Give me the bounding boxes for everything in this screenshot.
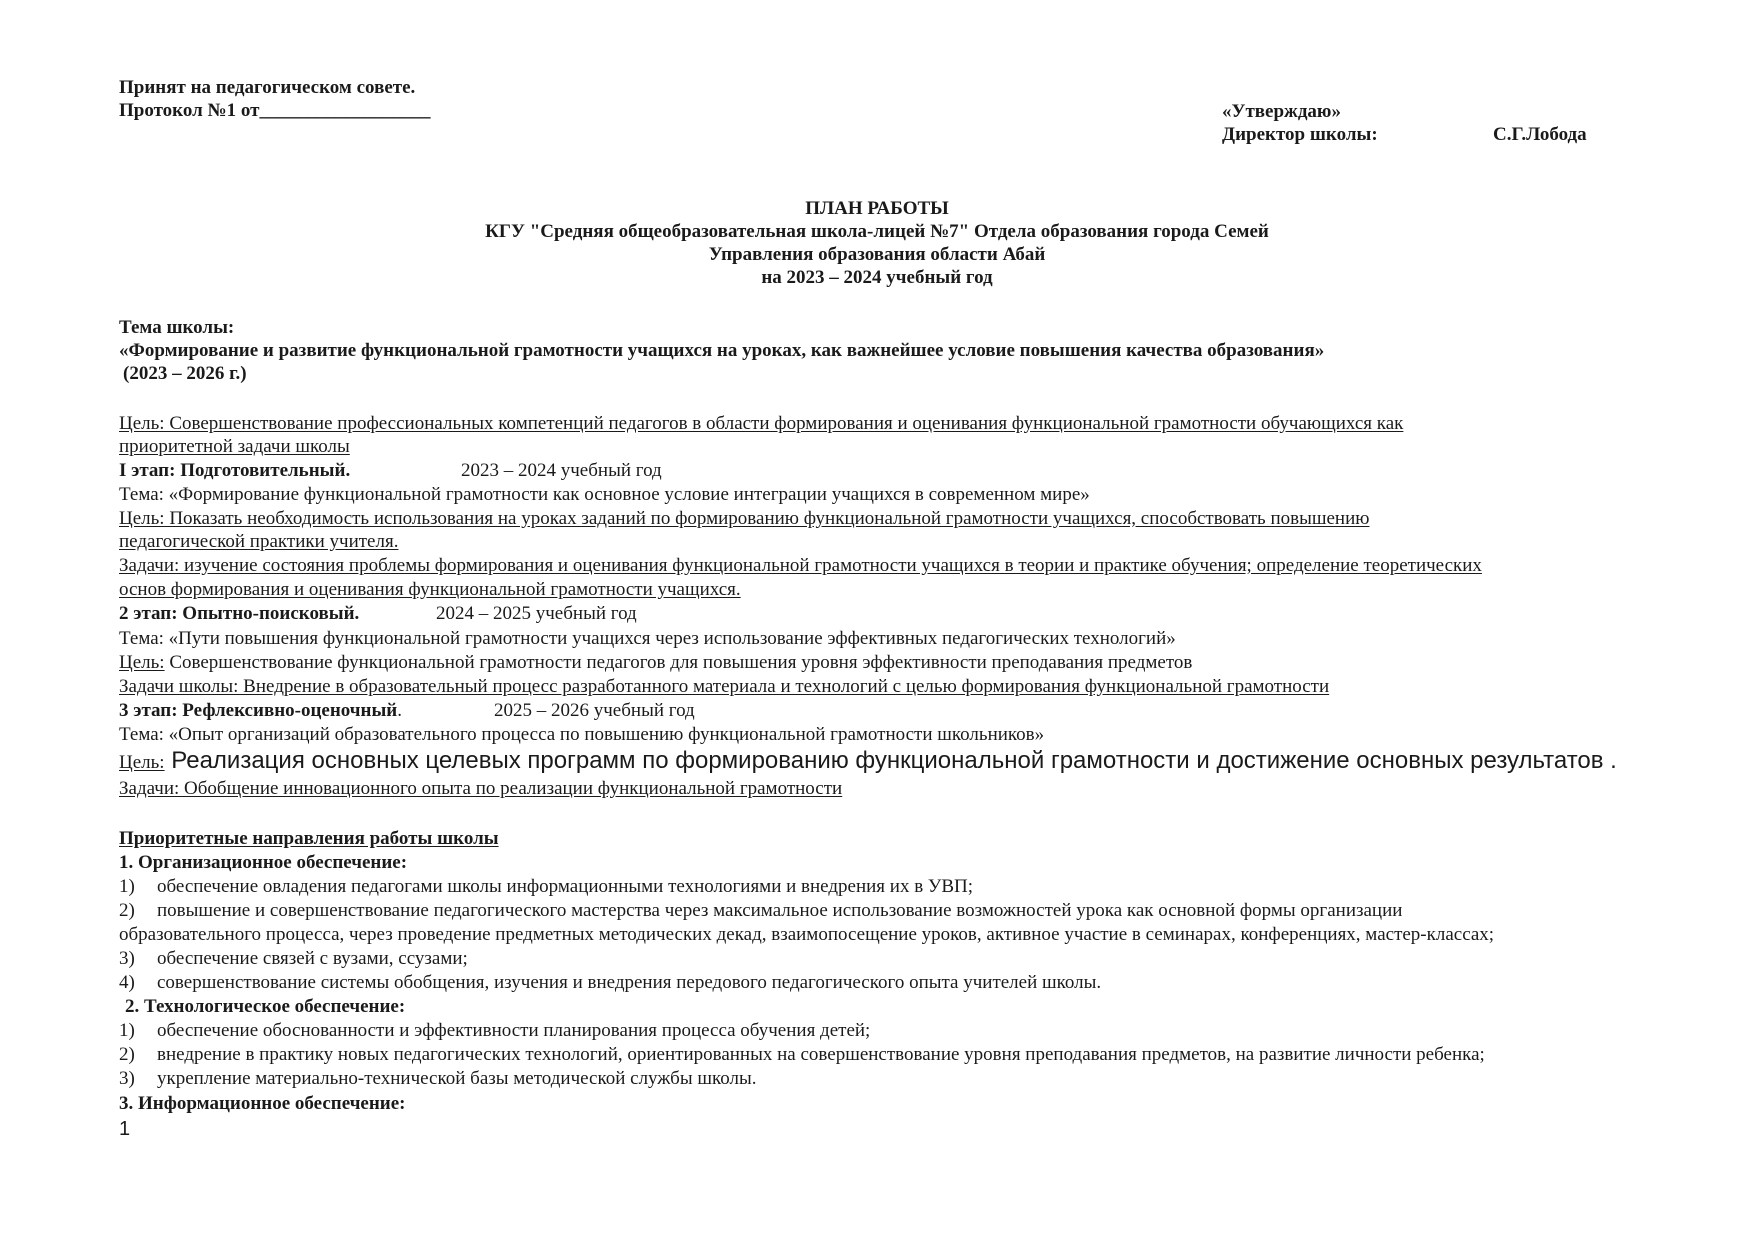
stage2-goal-label: Цель: [119,652,165,673]
section2-title: 2. Технологическое обеспечение: [125,996,406,1017]
stage1-label: I этап: Подготовительный. [119,460,351,481]
section3-title: 3. Информационное обеспечение: [119,1093,406,1114]
stage3-tasks: Задачи: Обобщение инновационного опыта по реализации функциональной грамотности [119,778,843,799]
stage2-theme: Тема: «Пути повышения функциональной грамотности учащихся через использование эффективных педагогических технологий» [119,628,1176,649]
list-item: 1) обеспечение овладения педагогами школы информационными технологиями и внедрения их в УВП; [119,876,974,897]
stage1-goal-1: Цель: Показать необходимость использования на уроках заданий по формированию функциональной грамотности учащихся, способствовать повышению [119,508,1370,529]
stage1-tasks-1: Задачи: изучение состояния проблемы формирования и оценивания функциональной грамотности учащихся в теории и практике обучения; определение теоретических [119,555,1482,576]
doc-title: ПЛАН РАБОТЫ [805,198,949,219]
stage3-label: 3 этап: Рефлексивно-оценочный [119,700,398,721]
list-item: 3) обеспечение связей с вузами, ссузами; [119,948,468,969]
goal-line-2: приоритетной задачи школы [119,436,350,457]
academic-year: на 2023 – 2024 учебный год [761,267,993,288]
priorities-heading: Приоритетные направления работы школы [119,828,499,849]
list-item-continuation: образовательного процесса, через проведение предметных методических декад, взаимопосещение уроков, активное участие в семинарах, конференциях, мастер-классах; [119,924,1495,945]
section1-title: 1. Организационное обеспечение: [119,852,408,873]
stage3-goal [119,748,1617,774]
stage3-dot: . [397,700,403,721]
adoption-note: Принят на педагогическом совете. [119,77,416,98]
goal-line-1: Цель: Совершенствование профессиональных компетенций педагогов в области формирования и оценивания функциональной грамотности обучающихся как [119,413,1404,434]
stage3-heading [119,699,402,722]
director-name: С.Г.Лобода [1493,124,1587,145]
director-label: Директор школы: [1222,124,1378,145]
list-item: 1) обеспечение обоснованности и эффективности планирования процесса обучения детей; [119,1020,871,1041]
stage2-tasks: Задачи школы: Внедрение в образовательный процесс разработанного материала и технологий с целью формирования функциональной грамотности [119,676,1330,697]
stage1-theme: Тема: «Формирование функциональной грамотности как основное условие интеграции учащихся в современном мире» [119,484,1090,505]
list-item: 2) повышение и совершенствование педагогического мастерства через максимальное использование возможностей урока как основной формы организации [119,900,1403,921]
stage1-year: 2023 – 2024 учебный год [461,460,662,481]
theme-label: Тема школы: [119,317,235,338]
school-name: КГУ "Средняя общеобразовательная школа-лицей №7" Отдела образования города Семей [485,221,1269,242]
department-name: Управления образования области Абай [708,244,1046,265]
stage3-year: 2025 – 2026 учебный год [494,700,695,721]
stage2-goal [119,651,1192,674]
stage2-year: 2024 – 2025 учебный год [436,603,637,624]
list-item: 3) укрепление материально-технической базы методической службы школы. [119,1068,757,1089]
stage3-goal-text: Реализация основных целевых программ по формированию функциональной грамотности и достижение основных результатов . [164,747,1617,774]
stage3-goal-label: Цель: [119,752,165,773]
theme-years: (2023 – 2026 г.) [123,363,247,384]
protocol-line: Протокол №1 от__________________ [119,100,431,121]
stage1-tasks-2: основ формирования и оценивания функциональной грамотности учащихся. [119,579,741,600]
list-item: 4) совершенствование системы обобщения, изучения и внедрения передового педагогического опыта учителей школы. [119,972,1102,993]
stage2-goal-text: Совершенствование функциональной грамотности педагогов для повышения уровня эффективности преподавания предметов [164,652,1193,673]
stage2-label: 2 этап: Опытно-поисковый. [119,603,360,624]
stage1-goal-2: педагогической практики учителя. [119,531,399,552]
page-number: 1 [119,1118,131,1140]
stage3-theme: Тема: «Опыт организаций образовательного процесса по повышению функциональной грамотности школьников» [119,724,1045,745]
approve-label: «Утверждаю» [1222,101,1341,122]
theme-text: «Формирование и развитие функциональной грамотности учащихся на уроках, как важнейшее условие повышения качества образования» [119,340,1325,361]
list-item: 2) внедрение в практику новых педагогических технологий, ориентированных на совершенствование уровня преподавания предметов, на развитие личности ребенка; [119,1044,1485,1065]
